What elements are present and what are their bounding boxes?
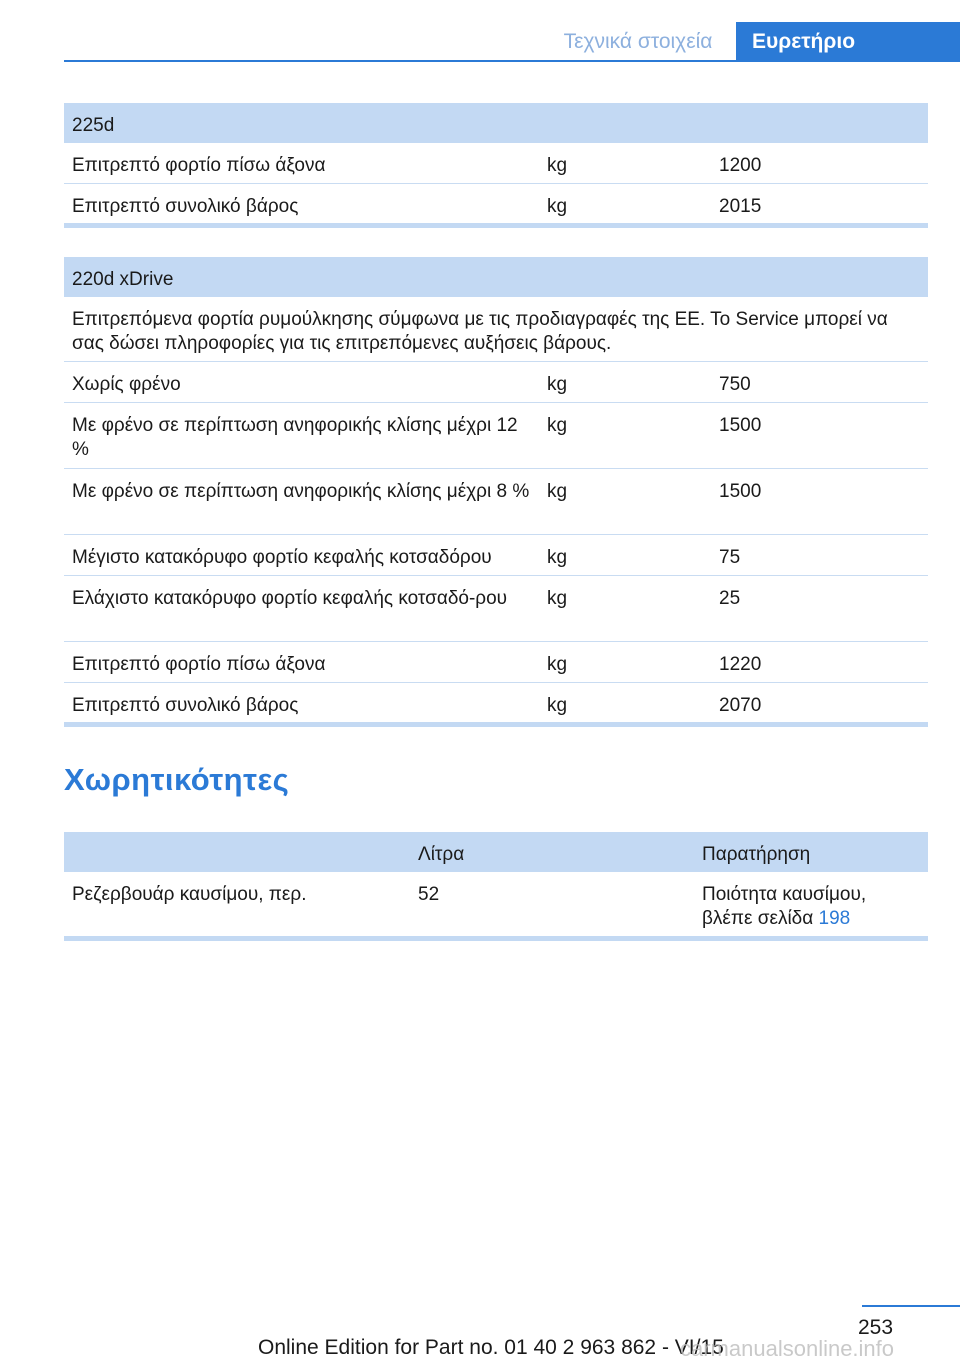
row-value: 1500 xyxy=(719,481,762,502)
table-row xyxy=(64,469,928,535)
row-label: Ρεζερβουάρ καυσίμου, περ. xyxy=(72,884,307,905)
table-end-rule xyxy=(64,223,928,228)
table-note: Επιτρεπόμενα φορτία ρυμούλκησης σύμφωνα με τις προδιαγραφές της ΕΕ. Το Service μπορεί να σας δώσει πληροφορίες για τις επιτρεπόμενες αυξήσεις βάρους. xyxy=(72,309,888,354)
watermark: carmanualsonline.info xyxy=(680,1336,895,1361)
row-label: Μέγιστο κατακόρυφο φορτίο κεφαλής κοτσαδόρου xyxy=(72,547,492,568)
row-unit: kg xyxy=(547,374,568,395)
footer-rule xyxy=(862,1305,960,1307)
table-header xyxy=(64,103,928,143)
page-reference-link[interactable]: 198 xyxy=(818,908,851,929)
row-unit: kg xyxy=(547,654,568,675)
row-label: Επιτρεπτό συνολικό βάρος xyxy=(72,196,299,217)
table-220d-xdrive xyxy=(64,257,928,727)
row-label: Επιτρεπτό συνολικό βάρος xyxy=(72,695,299,716)
table-end-rule xyxy=(64,936,928,941)
table-note-row xyxy=(64,297,928,362)
table-row xyxy=(64,576,928,642)
table-capacities xyxy=(64,832,928,941)
table-row xyxy=(64,403,928,469)
row-litres: 52 xyxy=(418,884,440,905)
row-label: Με φρένο σε περίπτωση ανηφορικής κλίσης μέχρι 12 % xyxy=(72,415,518,460)
row-unit: kg xyxy=(547,415,568,436)
table-header xyxy=(64,257,928,297)
note-text: Ποιότητα καυσίμου, βλέπε σελίδα xyxy=(702,884,867,929)
table-row xyxy=(64,683,928,722)
row-note xyxy=(702,883,912,931)
section-title: Χωρητικότητες xyxy=(64,762,290,797)
row-value: 750 xyxy=(719,374,751,395)
row-unit: kg xyxy=(547,196,568,217)
table-row xyxy=(64,535,928,576)
row-value: 1220 xyxy=(719,654,762,675)
row-label: Χωρίς φρένο xyxy=(72,374,181,395)
row-label: Επιτρεπτό φορτίο πίσω άξονα xyxy=(72,155,326,176)
tab-index[interactable]: Ευρετήριο xyxy=(736,22,960,62)
row-value: 25 xyxy=(719,588,741,609)
table-header xyxy=(64,832,928,872)
row-unit: kg xyxy=(547,588,568,609)
table-title: 225d xyxy=(72,115,115,136)
row-value: 1200 xyxy=(719,155,762,176)
table-row xyxy=(64,143,928,184)
table-row xyxy=(64,184,928,223)
table-title: 220d xDrive xyxy=(72,269,174,290)
page-number: 253 xyxy=(858,1316,894,1339)
edition-note: Online Edition for Part no. 01 40 2 963 862 - VI/15 xyxy=(258,1336,724,1359)
row-label: Επιτρεπτό φορτίο πίσω άξονα xyxy=(72,654,326,675)
table-row xyxy=(64,362,928,403)
tab-technical-data[interactable]: Τεχνικά στοιχεία xyxy=(563,30,713,53)
row-value: 2015 xyxy=(719,196,762,217)
col-header-litres: Λίτρα xyxy=(418,844,465,865)
row-unit: kg xyxy=(547,695,568,716)
row-label: Ελάχιστο κατακόρυφο φορτίο κεφαλής κοτσαδό-ρου xyxy=(72,588,508,609)
row-label: Με φρένο σε περίπτωση ανηφορικής κλίσης μέχρι 8 % xyxy=(72,481,530,502)
col-header-note: Παρατήρηση xyxy=(702,844,811,865)
table-row xyxy=(64,642,928,683)
header-rule xyxy=(64,60,960,62)
table-row xyxy=(64,872,928,936)
table-end-rule xyxy=(64,722,928,727)
row-unit: kg xyxy=(547,155,568,176)
row-unit: kg xyxy=(547,481,568,502)
row-value: 1500 xyxy=(719,415,762,436)
table-225d xyxy=(64,103,928,228)
row-unit: kg xyxy=(547,547,568,568)
row-value: 2070 xyxy=(719,695,762,716)
row-value: 75 xyxy=(719,547,741,568)
